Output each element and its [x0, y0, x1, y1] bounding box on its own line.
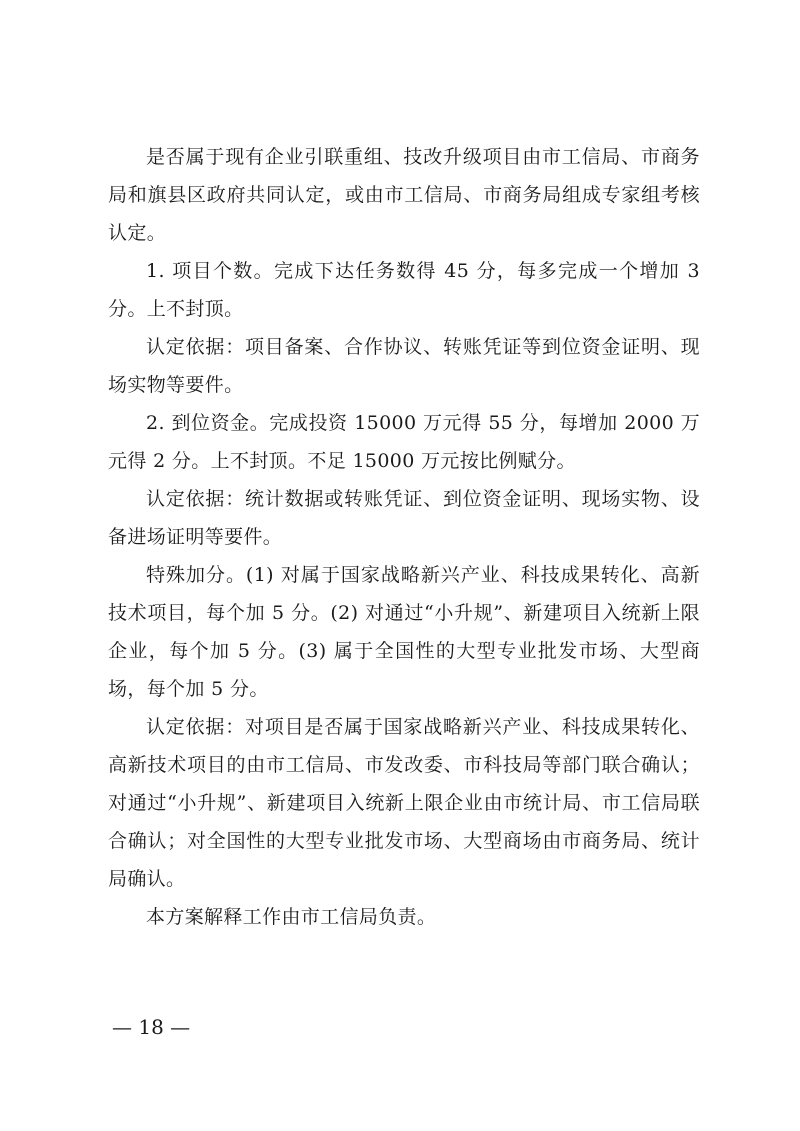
paragraph-funds-in-place: 2. 到位资金。完成投资 15000 万元得 55 分，每增加 2000 万元得 2 分。上不封顶。不足 15000 万元按比例赋分。 — [108, 412, 700, 472]
page-number: — 18 — — [112, 1015, 191, 1039]
paragraph-special-bonus: 特殊加分。(1) 对属于国家战略新兴产业、科技成果转化、高新技术项目，每个加 5 分。(2) 对通过“小升规”、新建项目入统新上限企业，每个加 5 分。(3) 属于全国性的大型专业批发市场、大型商场，每个加 5 分。 — [108, 564, 700, 700]
paragraph-interpretation: 本方案解释工作由市工信局负责。 — [146, 906, 437, 928]
paragraph-special-bonus-basis: 认定依据：对项目是否属于国家战略新兴产业、科技成果转化、高新技术项目的由市工信局、市发改委、市科技局等部门联合确认；对通过“小升规”、新建项目入统新上限企业由市统计局、市工信局联合确认；对全国性的大型专业批发市场、大型商场由市商务局、统计局确认。 — [108, 716, 700, 890]
paragraph-funds-basis: 认定依据：统计数据或转账凭证、到位资金证明、现场实物、设备进场证明等要件。 — [108, 488, 700, 548]
paragraph-project-count-basis: 认定依据：项目备案、合作协议、转账凭证等到位资金证明、现场实物等要件。 — [108, 336, 700, 396]
paragraph-evaluation-intro: 是否属于现有企业引联重组、技改升级项目由市工信局、市商务局和旗县区政府共同认定，或由市工信局、市商务局组成专家组考核认定。 — [108, 146, 700, 244]
document-body — [108, 138, 700, 936]
paragraph-project-count: 1. 项目个数。完成下达任务数得 45 分，每多完成一个增加 3 分。上不封顶。 — [108, 260, 700, 320]
